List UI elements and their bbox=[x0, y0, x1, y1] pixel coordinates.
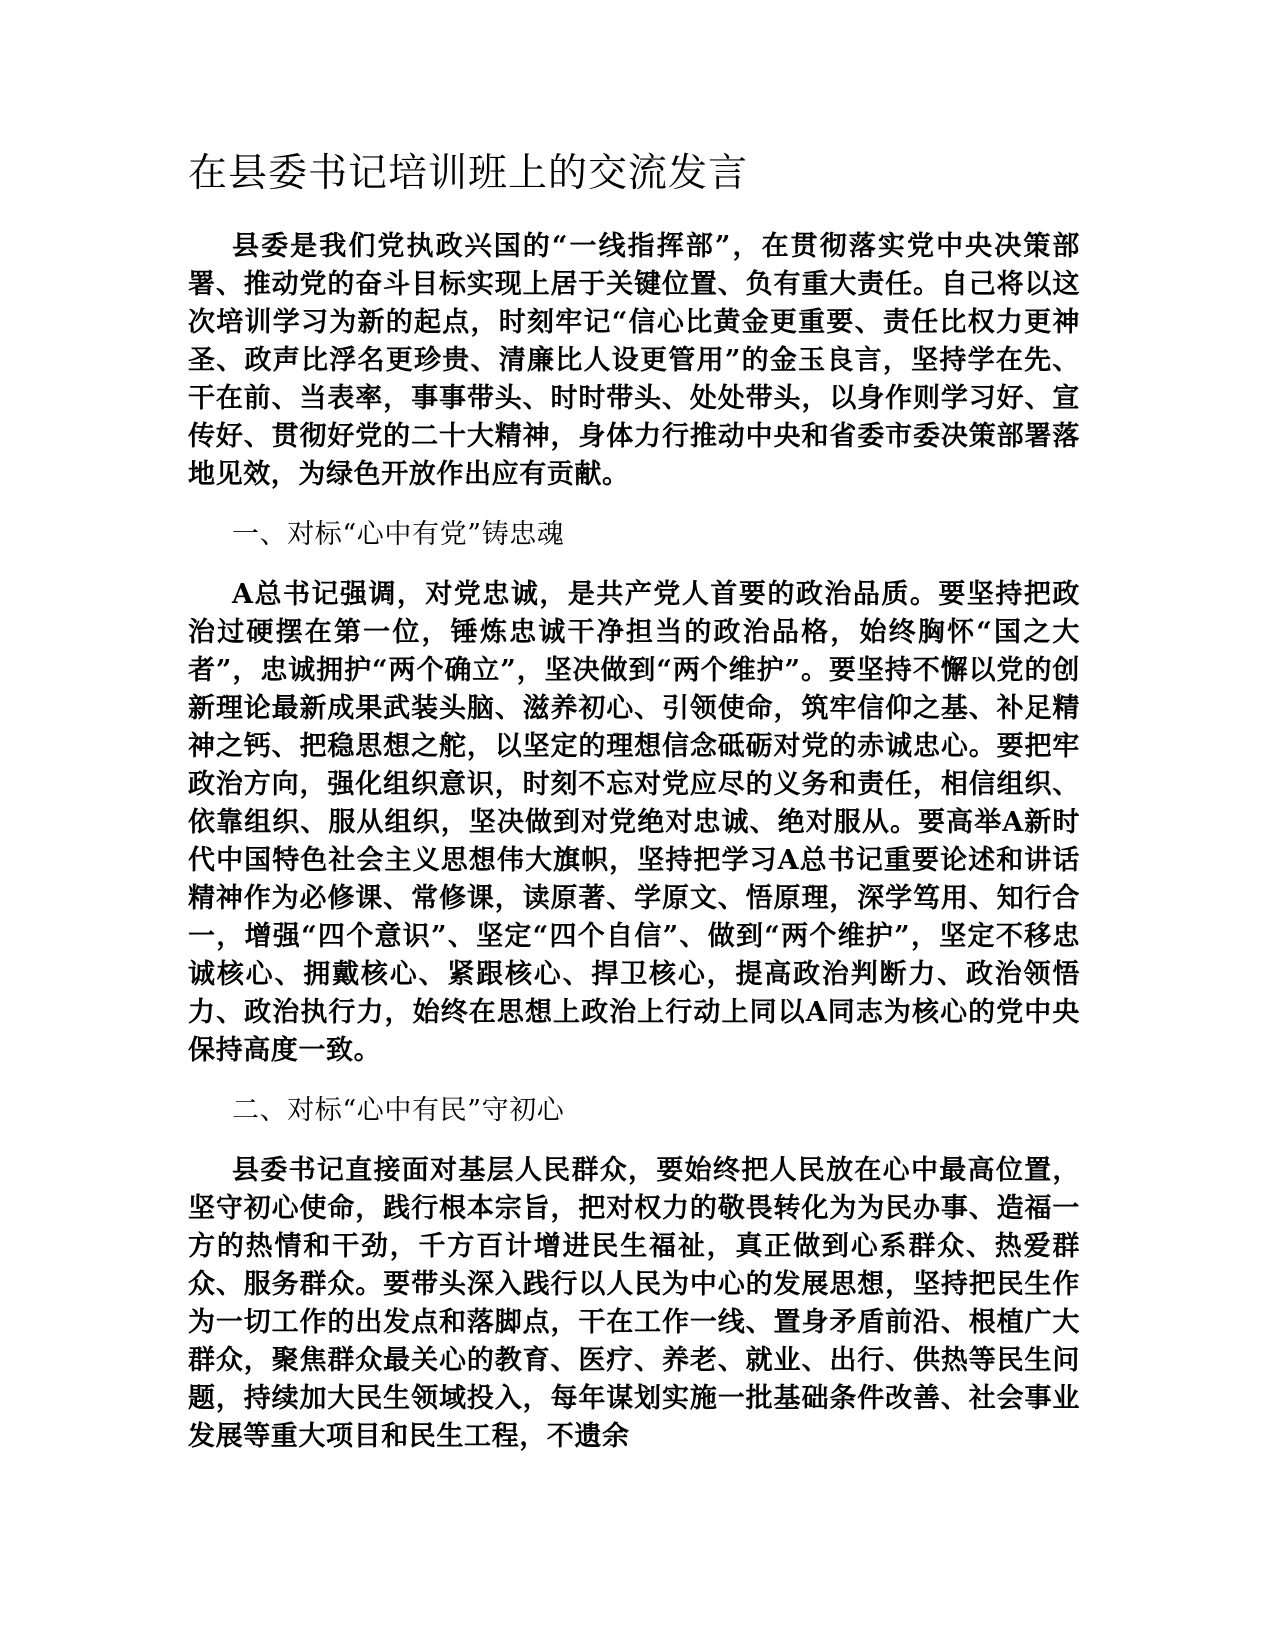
section-1-paragraph: A总书记强调，对党忠诚，是共产党人首要的政治品质。要坚持把政治过硬摆在第一位，锤炼忠诚干净担当的政治品格，始终胸怀“国之大者”，忠诚拥护“两个确立”，坚决做到“两个维护”。要坚持不懈以党的创新理论最新成果武装头脑、滋养初心、引领使命，筑牢信仰之基、补足精神之钙、把稳思想之舵，以坚定的理想信念砥砺对党的赤诚忠心。要把牢政治方向，强化组织意识，时刻不忘对党应尽的义务和责任，相信组织、依靠组织、服从组织，坚决做到对党绝对忠诚、绝对服从。要高举A新时代中国特色社会主义思想伟大旗帜，坚持把学习A总书记重要论述和讲话精神作为必修课、常修课，读原著、学原文、悟原理，深学笃用、知行合一，增强“四个意识”、坚定“四个自信”、做到“两个维护”，坚定不移忠诚核心、拥戴核心、紧跟核心、捍卫核心，提高政治判断力、政治领悟力、政治执行力，始终在思想上政治上行动上同以A同志为核心的党中央保持高度一致。 bbox=[188, 579, 1080, 1066]
section-2-heading: 二、对标“心中有民”守初心 bbox=[232, 1095, 565, 1126]
section-1-heading: 一、对标“心中有党”铸忠魂 bbox=[232, 519, 565, 550]
intro-paragraph: 县委是我们党执政兴国的“一线指挥部”，在贯彻落实党中央决策部署、推动党的奋斗目标实现上居于关键位置、负有重大责任。自己将以这次培训学习为新的起点，时刻牢记“信心比黄金更重要、责任比权力更神圣、政声比浮名更珍贵、清廉比人设更管用”的金玉良言，坚持学在先、干在前、当表率，事事带头、时时带头、处处带头，以身作则学习好、宣传好、贯彻好党的二十大精神，身体力行推动中央和省委市委决策部署落地见效，为绿色开放作出应有贡献。 bbox=[188, 231, 1080, 490]
document-body bbox=[188, 146, 1080, 1478]
section-2-paragraph: 县委书记直接面对基层人民群众，要始终把人民放在心中最高位置，坚守初心使命，践行根本宗旨，把对权力的敬畏转化为为民办事、造福一方的热情和干劲，千方百计增进民生福祉，真正做到心系群众、热爱群众、服务群众。要带头深入践行以人民为中心的发展思想，坚持把民生作为一切工作的出发点和落脚点，干在工作一线、置身矛盾前沿、根植广大群众，聚焦群众最关心的教育、医疗、养老、就业、出行、供热等民生问题，持续加大民生领域投入，每年谋划实施一批基础条件改善、社会事业发展等重大项目和民生工程，不遗余 bbox=[188, 1155, 1080, 1452]
document-title: 在县委书记培训班上的交流发言 bbox=[188, 151, 749, 196]
